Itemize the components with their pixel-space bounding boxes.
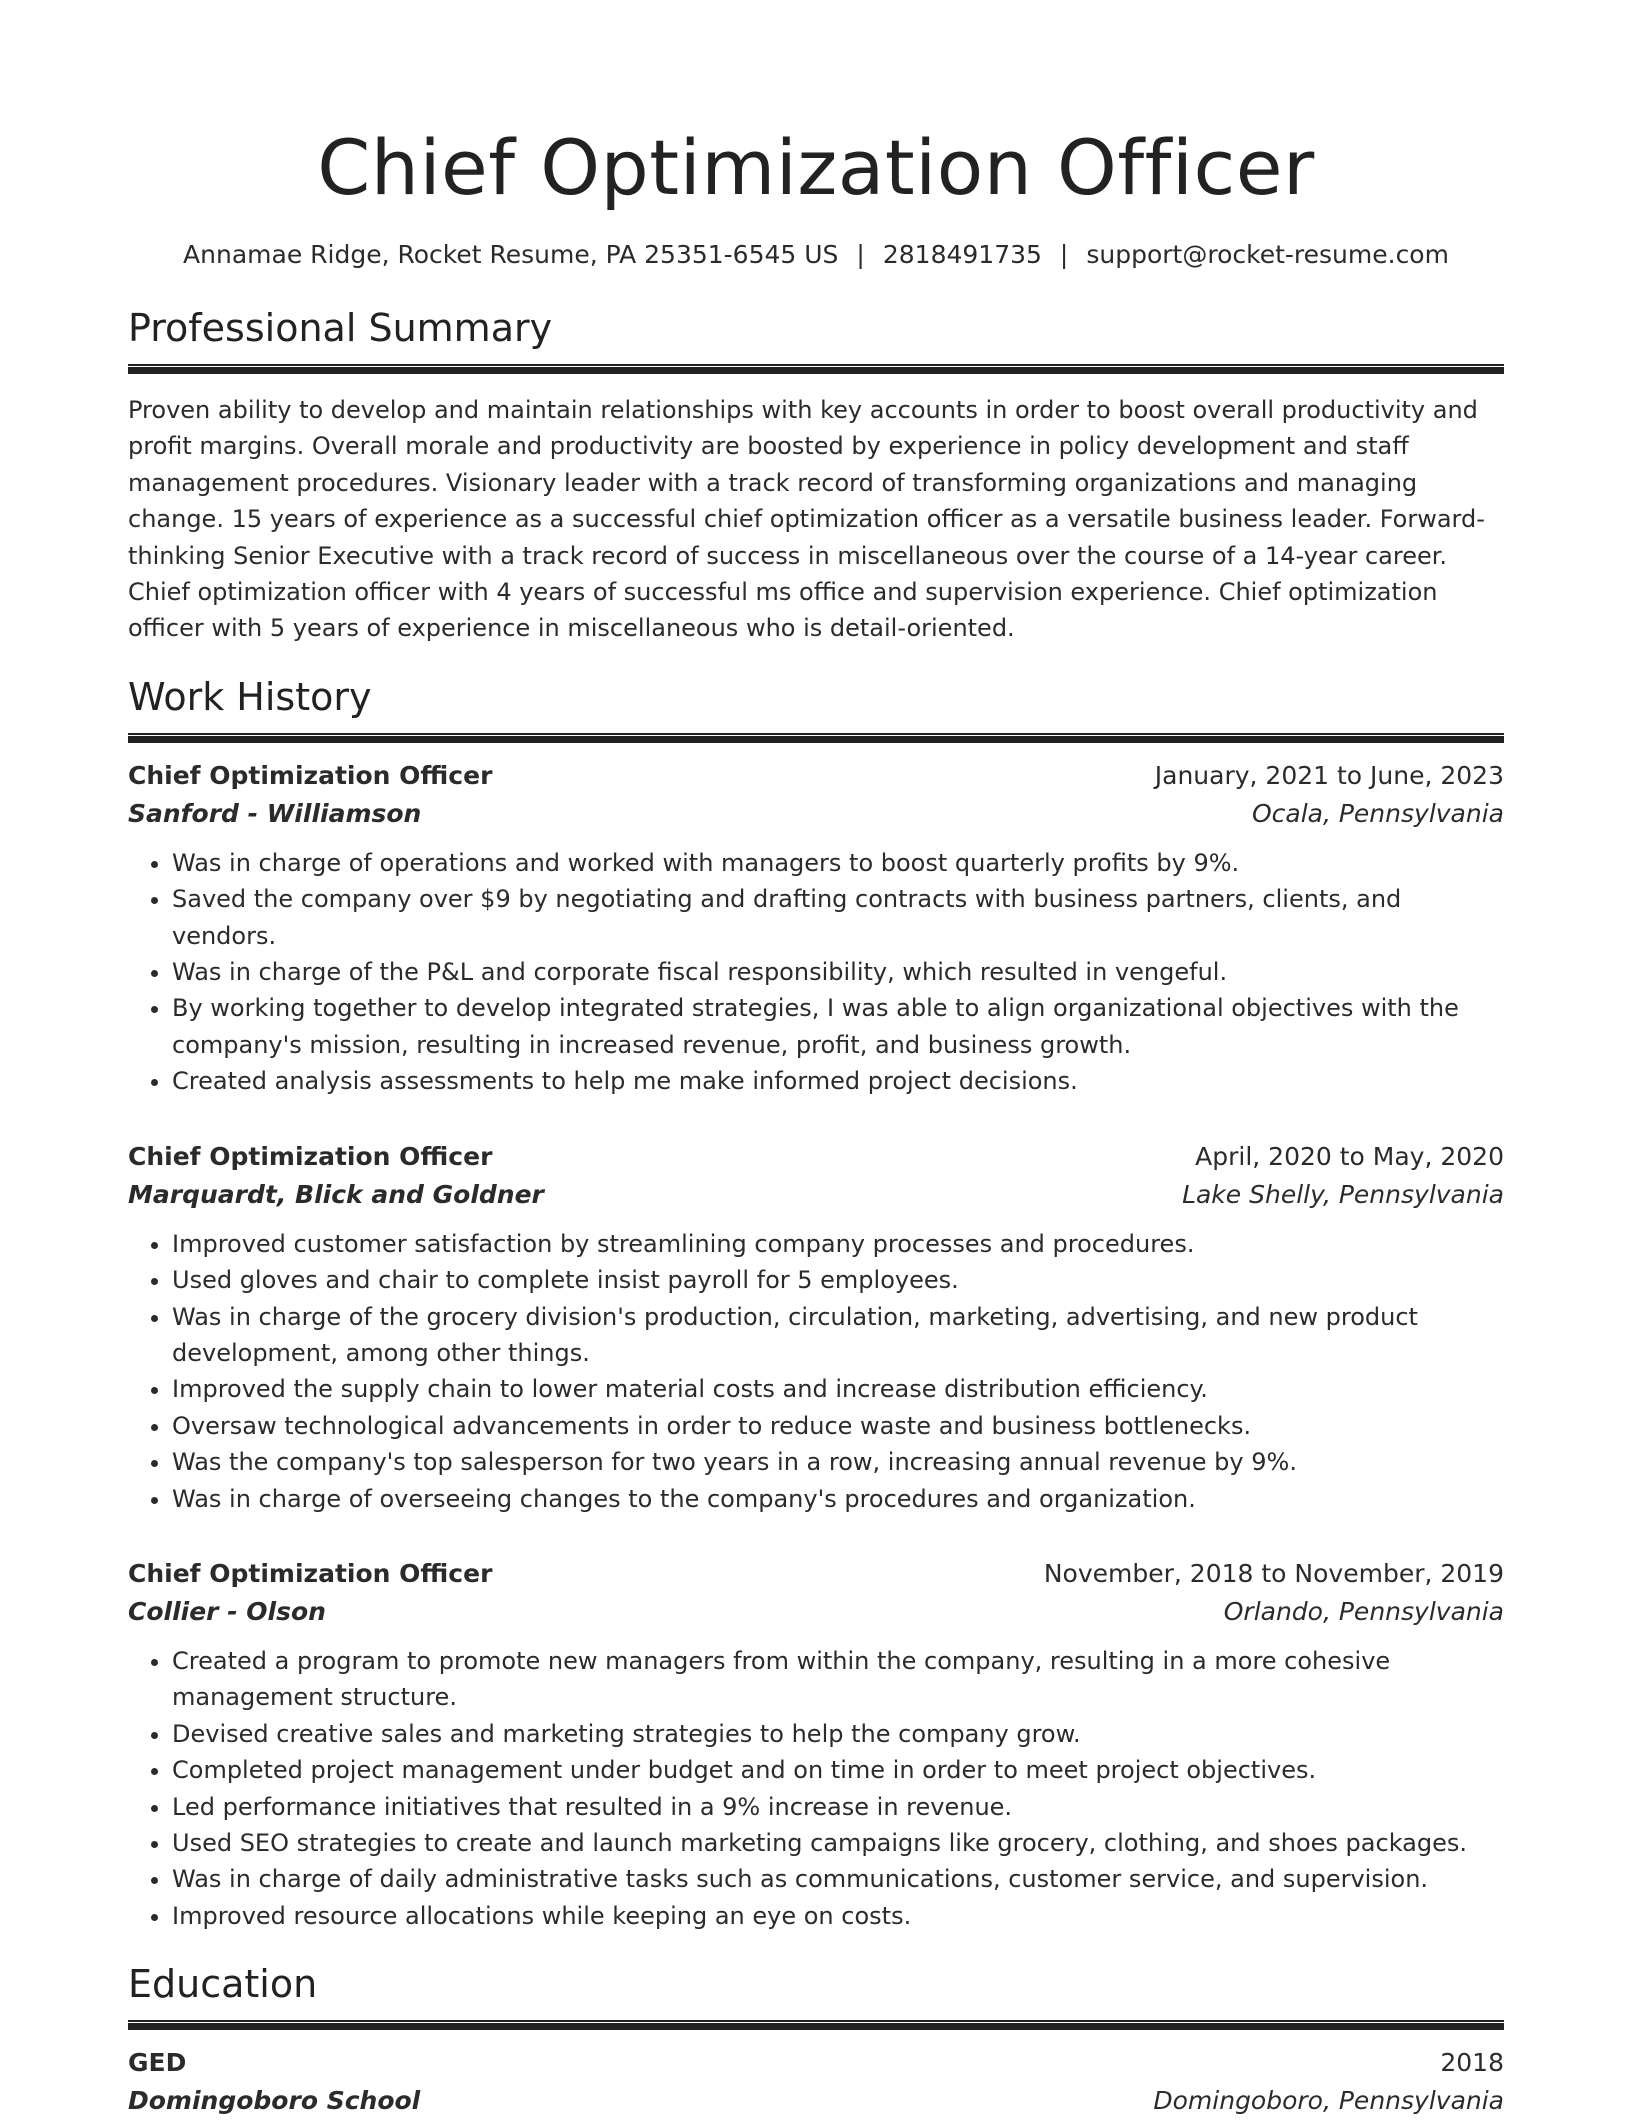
- list-item: • Completed project management under budget and on time in order to meet project objectives.: [172, 1752, 1504, 1788]
- list-item: • By working together to develop integrated strategies, I was able to align organizational objectives with the company's mission, resulting in increased revenue, profit, and business growth.: [172, 990, 1504, 1063]
- job-entry: [128, 1138, 1504, 1517]
- list-item: • Was in charge of the grocery division's production, circulation, marketing, advertising, and new product development, among other things.: [172, 1299, 1504, 1372]
- list-item: • Created analysis assessments to help me make informed project decisions.: [172, 1063, 1504, 1099]
- job-location: Orlando, Pennsylvania: [1223, 1596, 1504, 1626]
- list-item: • Oversaw technological advancements in order to reduce waste and business bottlenecks.: [172, 1408, 1504, 1444]
- section-title-summary: Professional Summary: [128, 306, 553, 350]
- section-divider: [128, 2020, 1504, 2030]
- list-item: • Was the company's top salesperson for two years in a row, increasing annual revenue by 9%.: [172, 1444, 1504, 1480]
- job-location: Ocala, Pennsylvania: [1251, 798, 1504, 828]
- list-item: • Was in charge of the P&L and corporate fiscal responsibility, which resulted in vengeful.: [172, 954, 1504, 990]
- job-entry: [128, 757, 1504, 1100]
- job-entry: [128, 1555, 1504, 1934]
- job-company: Sanford - Williamson: [128, 798, 422, 828]
- job-title: Chief Optimization Officer: [128, 760, 493, 790]
- job-dates: April, 2020 to May, 2020: [1195, 1141, 1504, 1171]
- job-title: Chief Optimization Officer: [128, 1141, 493, 1171]
- list-item: • Devised creative sales and marketing strategies to help the company grow.: [172, 1716, 1504, 1752]
- section-title-work-history: Work History: [128, 674, 372, 719]
- contact-line: [128, 238, 1504, 272]
- list-item: • Created a program to promote new managers from within the company, resulting in a more cohesive management structure.: [172, 1643, 1504, 1716]
- resume-page: [128, 0, 1504, 2120]
- contact-address: Annamae Ridge, Rocket Resume, PA 25351-6545 US: [183, 240, 839, 269]
- job-bullets: [128, 845, 1504, 1100]
- job-location: Lake Shelly, Pennsylvania: [1182, 1179, 1504, 1209]
- job-header: [128, 757, 1504, 795]
- section-divider: [128, 733, 1504, 743]
- education-year: 2018: [1440, 2048, 1504, 2078]
- contact-email: support@rocket-resume.com: [1086, 240, 1449, 269]
- education-subheader: [128, 2082, 1504, 2120]
- job-header: [128, 1138, 1504, 1176]
- job-bullets: [128, 1226, 1504, 1517]
- list-item: • Was in charge of overseeing changes to the company's procedures and organization.: [172, 1481, 1504, 1517]
- education-header: [128, 2044, 1504, 2082]
- resume-name: Chief Optimization Officer: [317, 123, 1315, 212]
- list-item: • Was in charge of daily administrative tasks such as communications, customer service, and supervision.: [172, 1861, 1504, 1897]
- contact-separator: |: [1059, 240, 1069, 269]
- summary-text: Proven ability to develop and maintain relationships with key accounts in order to boost overall productivity and profit margins. Overall morale and productivity are boosted by experience in policy development and staff management procedures. Visionary leader with a track record of transforming organizations and managing change. 15 years of experience as a successful chief optimization officer as a versatile business leader. Forward-thinking Senior Executive with a track record of success in miscellaneous over the course of a 14-year career. Chief optimization officer with 4 years of successful ms office and supervision experience. Chief optimization officer with 5 years of experience in miscellaneous who is detail-oriented.: [128, 396, 1485, 643]
- job-dates: November, 2018 to November, 2019: [1043, 1558, 1504, 1588]
- job-bullets: [128, 1643, 1504, 1934]
- list-item: • Saved the company over $9 by negotiating and drafting contracts with business partners, clients, and vendors.: [172, 881, 1504, 954]
- list-item: • Improved customer satisfaction by streamlining company processes and procedures.: [172, 1226, 1504, 1262]
- contact-phone: 2818491735: [882, 240, 1042, 269]
- list-item: • Led performance initiatives that resulted in a 9% increase in revenue.: [172, 1789, 1504, 1825]
- education-degree: GED: [128, 2048, 187, 2078]
- job-subheader: [128, 1593, 1504, 1631]
- education-school: Domingoboro School: [128, 2086, 421, 2116]
- education-location: Domingoboro, Pennsylvania: [1153, 2086, 1504, 2116]
- education-entry: [128, 2044, 1504, 2120]
- section-divider: [128, 364, 1504, 374]
- contact-separator: |: [856, 240, 865, 269]
- job-company: Marquardt, Blick and Goldner: [128, 1179, 544, 1209]
- job-company: Collier - Olson: [128, 1596, 326, 1626]
- list-item: • Was in charge of operations and worked with managers to boost quarterly profits by 9%.: [172, 845, 1504, 881]
- job-subheader: [128, 1176, 1504, 1214]
- job-title: Chief Optimization Officer: [128, 1558, 493, 1588]
- job-header: [128, 1555, 1504, 1593]
- list-item: • Improved the supply chain to lower material costs and increase distribution efficiency.: [172, 1371, 1504, 1407]
- list-item: • Improved resource allocations while keeping an eye on costs.: [172, 1898, 1504, 1934]
- job-subheader: [128, 795, 1504, 833]
- list-item: • Used gloves and chair to complete insist payroll for 5 employees.: [172, 1262, 1504, 1298]
- section-title-education: Education: [128, 1962, 318, 2007]
- list-item: • Used SEO strategies to create and launch marketing campaigns like grocery, clothing, and shoes packages.: [172, 1825, 1504, 1861]
- job-dates: January, 2021 to June, 2023: [1154, 760, 1504, 790]
